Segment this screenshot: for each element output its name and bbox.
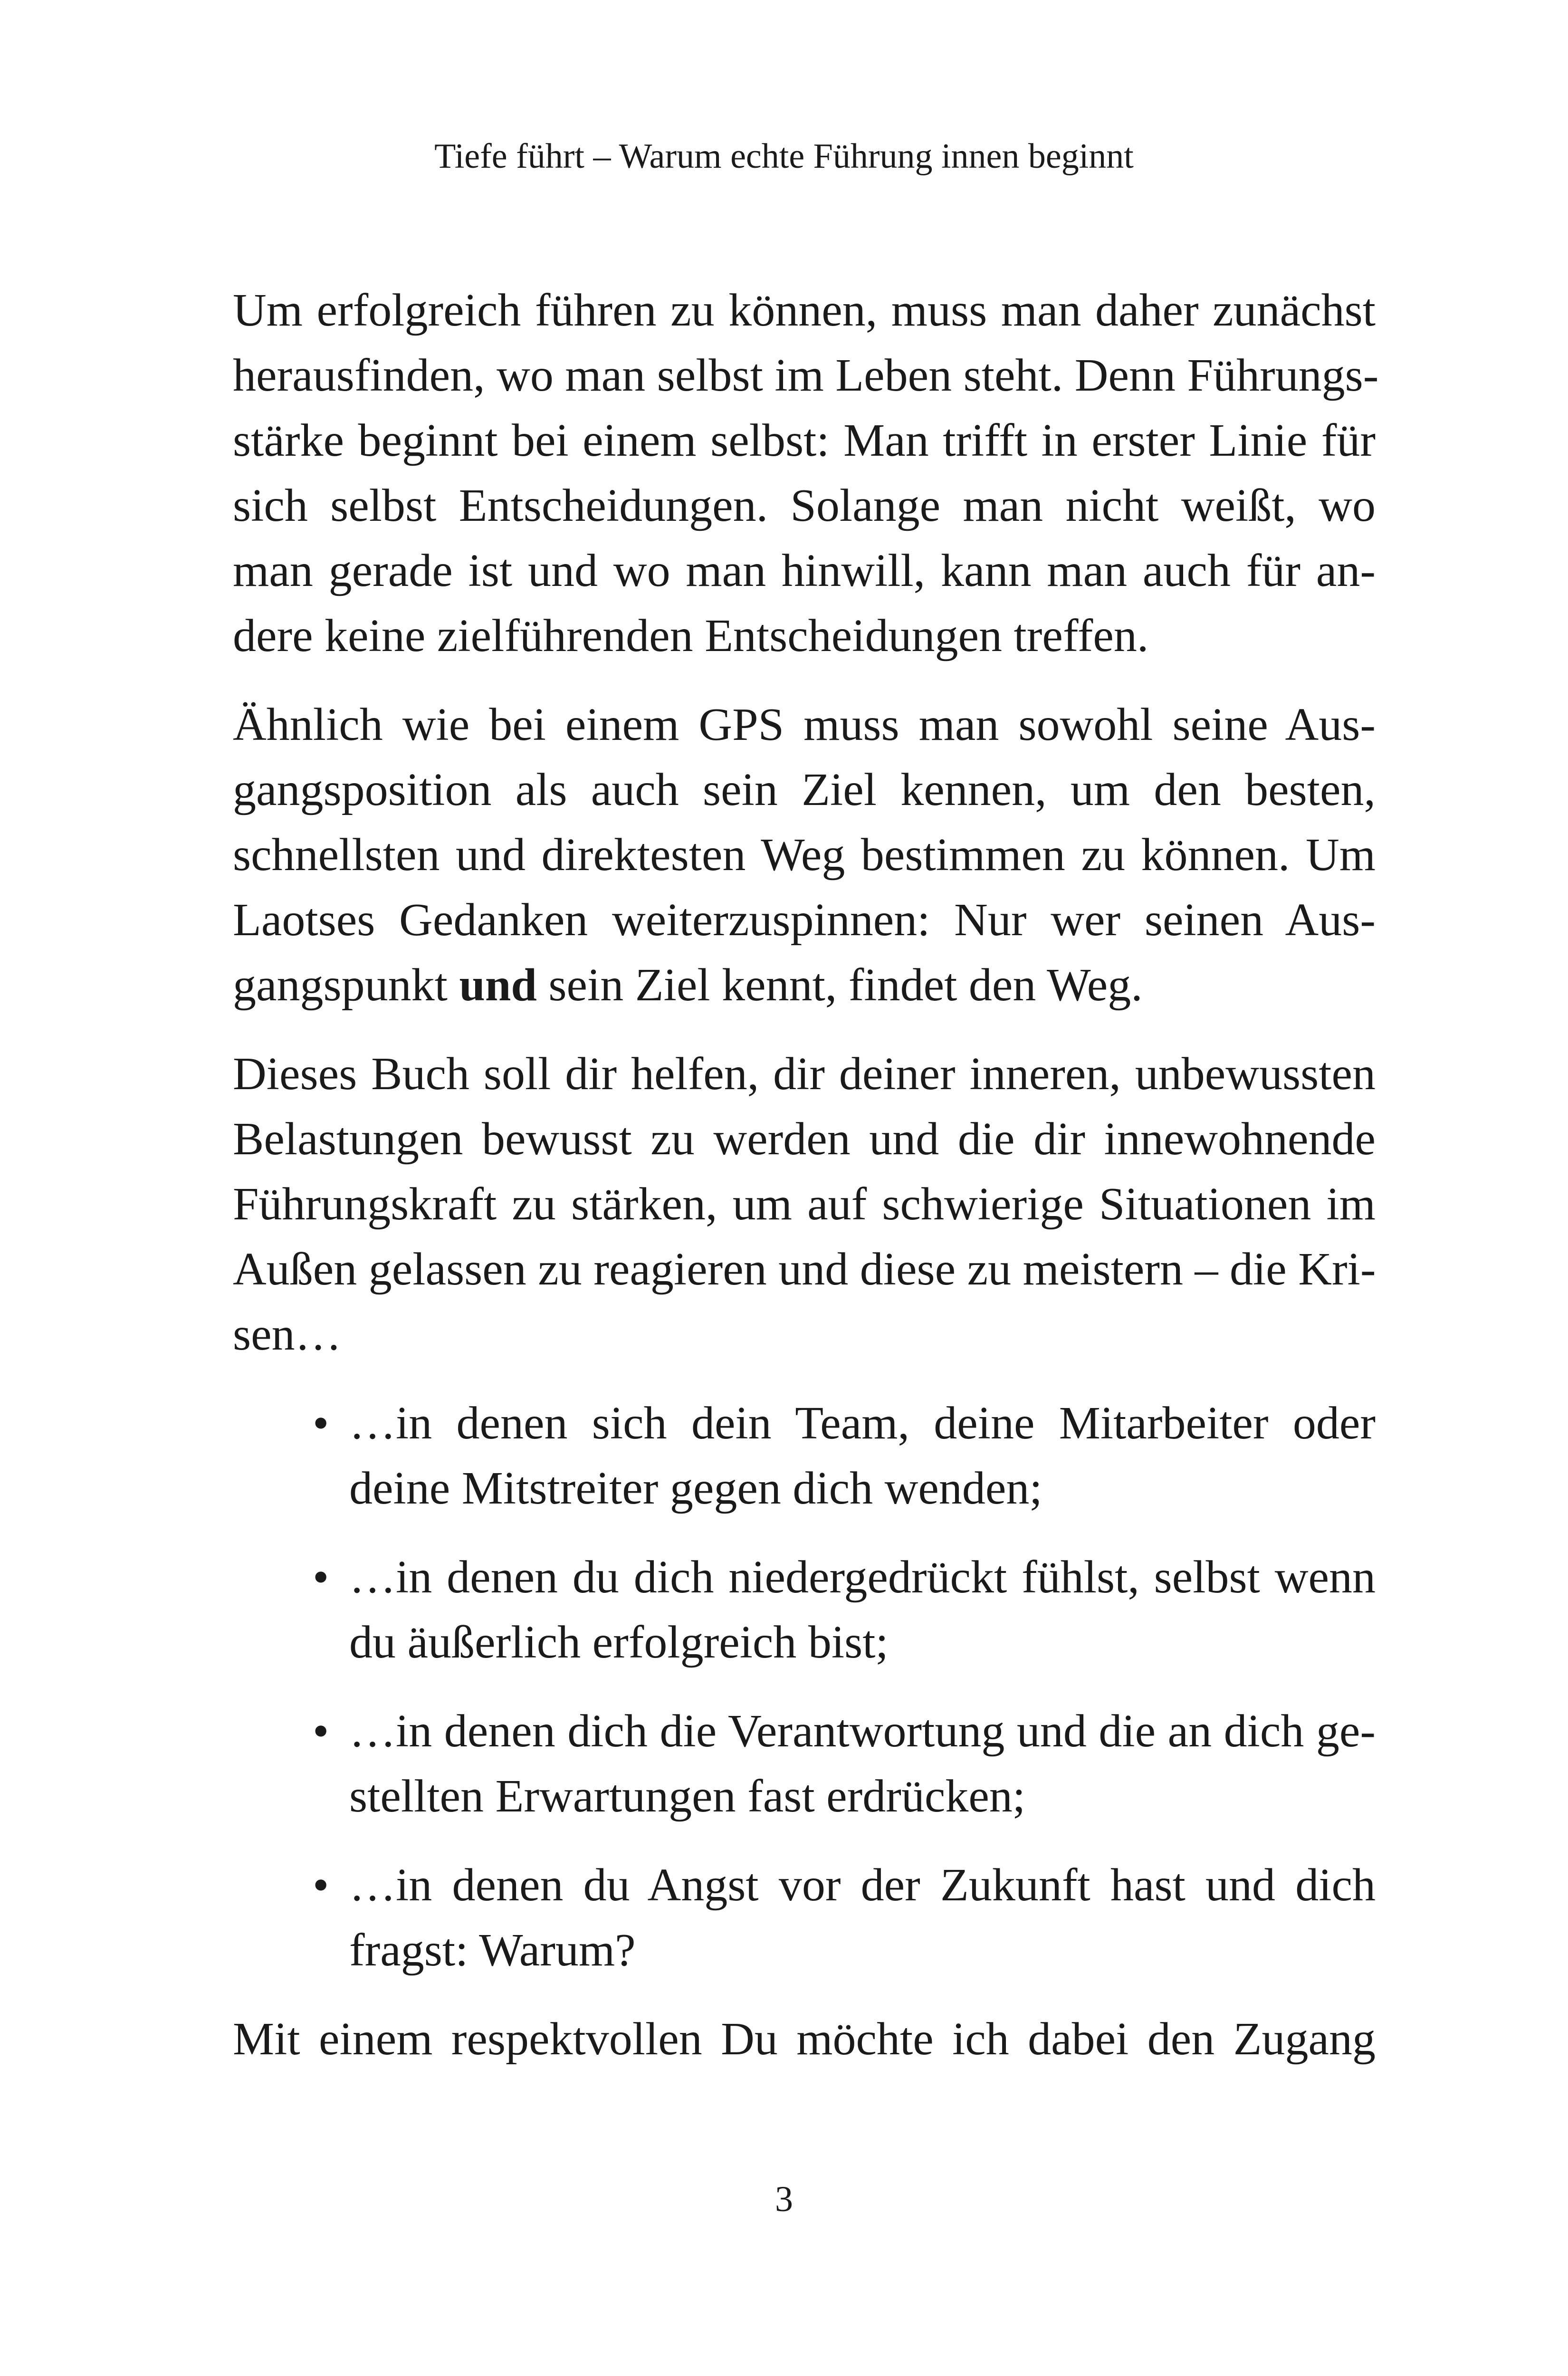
body-text — [233, 278, 1379, 2072]
text-line: herausfinden, wo man selbst im Leben steht. Denn Führungs- — [233, 350, 1379, 401]
text-line: sich selbst Entscheidungen. Solange man nicht weißt, wo — [233, 480, 1376, 531]
text-fragment: sein Ziel kennt, findet den Weg. — [536, 959, 1143, 1011]
text-line: schnellsten und direktesten Weg bestimmen zu können. Um — [233, 829, 1376, 881]
text-line: …in denen du Angst vor der Zukunft hast und dich — [349, 1859, 1376, 1911]
text-line: Laotses Gedanken weiterzuspinnen: Nur wer seinen Aus- — [233, 894, 1376, 946]
paragraph-1 — [233, 278, 1379, 669]
text-line: Belastungen bewusst zu werden und die dir innewohnende — [233, 1113, 1376, 1165]
bullet-list — [233, 1391, 1376, 1983]
text-line: …in denen sich dein Team, deine Mitarbeiter oder — [349, 1398, 1376, 1449]
text-line: deine Mitstreiter gegen dich wenden; — [349, 1463, 1042, 1514]
list-item — [233, 1699, 1376, 1829]
bullet-dot-icon: • — [313, 1705, 329, 1757]
paragraph-4 — [233, 2007, 1376, 2072]
text-line: man gerade ist und wo man hinwill, kann man auch für an- — [233, 545, 1376, 596]
text-line: fragst: Warum? — [349, 1925, 636, 1976]
text-line: Führungskraft zu stärken, um auf schwierige Situationen im — [233, 1178, 1376, 1230]
paragraph-2 — [233, 692, 1376, 1018]
text-line: Außen gelassen zu reagieren und diese zu meistern – die Kri- — [233, 1244, 1376, 1295]
text-line: du äußerlich erfolgreich bist; — [349, 1617, 889, 1668]
emphasis-bold: und — [459, 959, 537, 1011]
list-item — [233, 1545, 1376, 1675]
text-line — [233, 953, 1376, 1018]
paragraph-3 — [233, 1042, 1376, 1367]
text-line: stärke beginnt bei einem selbst: Man trifft in erster Linie für — [233, 415, 1376, 466]
running-header: Tiefe führt – Warum echte Führung innen beginnt — [434, 137, 1134, 176]
text-line: …in denen dich die Verantwortung und die an dich ge- — [349, 1705, 1376, 1757]
list-item — [233, 1391, 1376, 1521]
bullet-dot-icon: • — [313, 1859, 329, 1911]
text-line: Dieses Buch soll dir helfen, dir deiner inneren, unbewussten — [233, 1048, 1376, 1100]
text-line: gangsposition als auch sein Ziel kennen, um den besten, — [233, 764, 1376, 815]
bullet-dot-icon: • — [313, 1552, 329, 1603]
text-line: …in denen du dich niedergedrückt fühlst, selbst wenn — [349, 1552, 1376, 1603]
page-number: 3 — [775, 2179, 793, 2219]
text-line: dere keine zielführenden Entscheidungen treffen. — [233, 610, 1149, 661]
text-line: Um erfolgreich führen zu können, muss man daher zunächst — [233, 285, 1376, 336]
text-line: sen… — [233, 1309, 342, 1360]
bullet-dot-icon: • — [313, 1398, 329, 1449]
text-fragment: gangspunkt — [233, 959, 459, 1011]
text-line: Mit einem respektvollen Du möchte ich dabei den Zugang — [233, 2013, 1376, 2065]
text-line: Ähnlich wie bei einem GPS muss man sowohl seine Aus- — [233, 699, 1376, 750]
text-line: stellten Erwartungen fast erdrücken; — [349, 1771, 1026, 1822]
list-item — [233, 1853, 1376, 1983]
